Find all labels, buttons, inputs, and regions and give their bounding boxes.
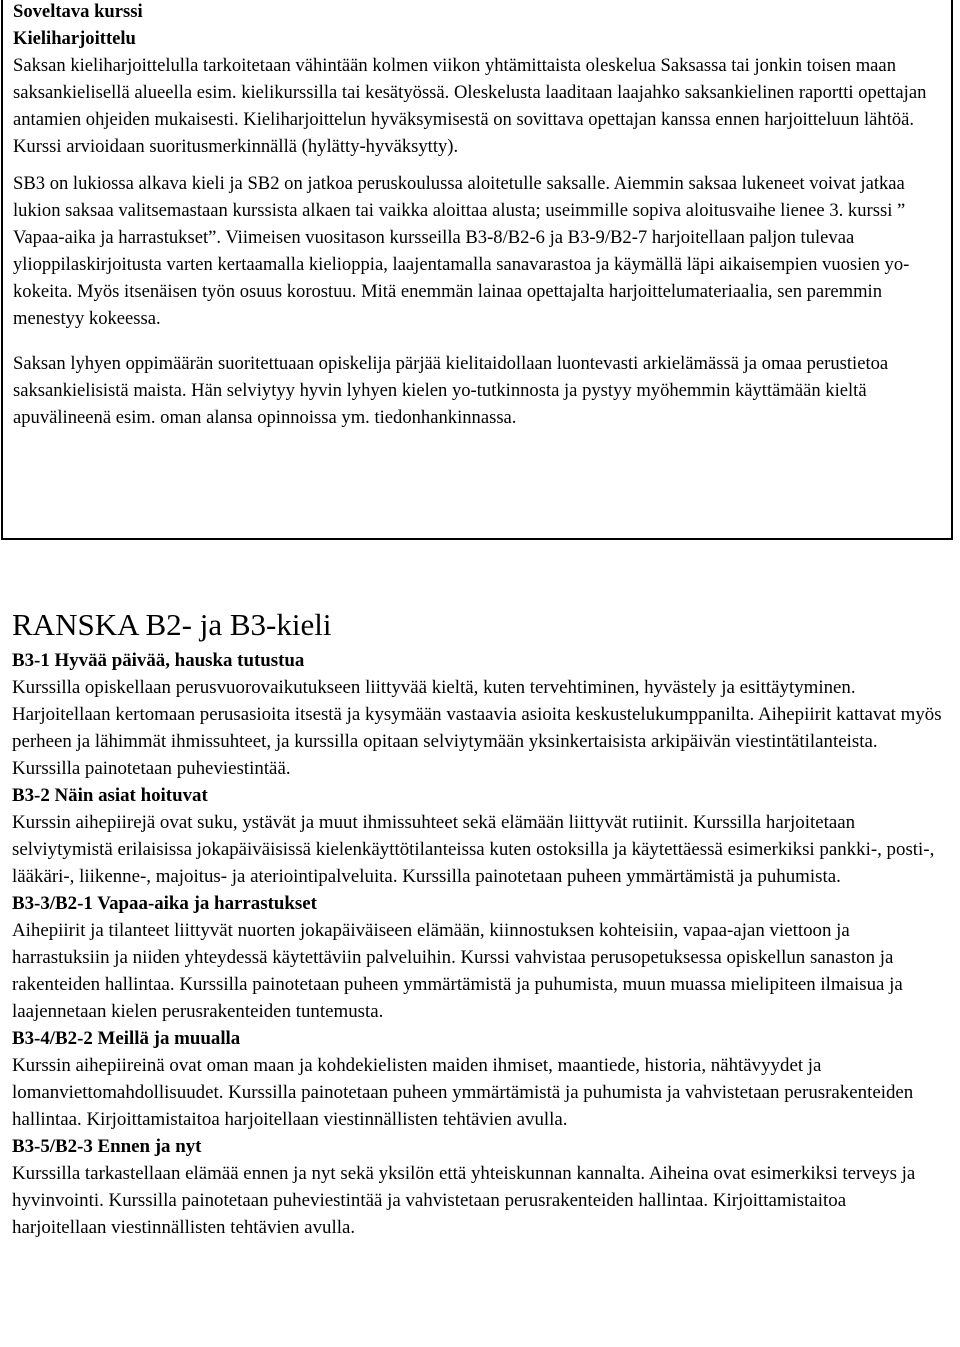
course-type-heading: Soveltava kurssi bbox=[13, 1, 143, 22]
course-description: Kurssilla tarkastellaan elämää ennen ja nyt sekä yksilön että yhteiskunnan kannalta. Aiheina ovat esimerkiksi terveys ja hyvinvointi. Kurssilla painotetaan puheviestintää ja vahvistetaan perusrakenteiden hallintaa. Kirjoittamistaitoa harjoitellaan viestinnällisten tehtävien avulla. bbox=[12, 1163, 916, 1238]
ranska-section bbox=[12, 603, 942, 1241]
course-title: B3-4/B2-2 Meillä ja muualla bbox=[12, 1028, 241, 1049]
course-title: B3-3/B2-1 Vapaa-aika ja harrastukset bbox=[12, 893, 317, 914]
sb3-description: SB3 on lukiossa alkava kieli ja SB2 on jatkoa peruskoulussa aloitetulle saksalle. Aiemmin saksaa lukeneet voivat jatkaa lukion saksaa valitsemastaan kurssista alkaen tai vaikka aloittaa alusta; useimmille sopiva aloitusvaihe lienee 3. kurssi ” Vapaa-aika ja harrastukset”. Viimeisen vuositason kursseilla B3-8/B2-6 ja B3-9/B2-7 harjoitellaan paljon tulevaa ylioppilaskirjoitusta varten kertaamalla kielioppia, laajentamalla sanavarastoa ja käymällä läpi aikaisempien vuosien yo-kokeita. Myös itsenäisen työn osuus korostuu. Mitä enemmän lainaa opettajalta harjoittelumateriaalia, sen paremmin menestyy kokeessa. bbox=[13, 173, 910, 329]
course-description: Kurssin aihepiirejä ovat suku, ystävät ja muut ihmissuhteet sekä elämään liittyvät rutiinit. Kurssilla harjoitetaan selviytymistä erilaisissa jokapäiväisissä kielenkäyttötilanteissa kuten ostoksilla ja käytettäessä esimerkiksi pankki-, posti-, lääkäri-, liikenne-, majoitus- ja ateriointipalveluita. Kurssilla painotetaan puheen ymmärtämistä ja puhumista. bbox=[12, 812, 935, 887]
course-title: B3-5/B2-3 Ennen ja nyt bbox=[12, 1136, 202, 1157]
course-name-heading: Kieliharjoittelu bbox=[13, 28, 136, 49]
course-description: Kurssin aihepiireinä ovat oman maan ja kohdekielisten maiden ihmiset, maantiede, historia, nähtävyydet ja lomanviettomahdollisuudet. Kurssilla painotetaan puheen ymmärtämistä ja puhumista ja vahvistetaan perusrakenteiden hallintaa. Kirjoittamistaitoa harjoitellaan viestinnällisten tehtävien avulla. bbox=[12, 1055, 914, 1130]
saksa-summary: Saksan lyhyen oppimäärän suoritettuaan opiskelija pärjää kielitaidollaan luontevasti arkielämässä ja omaa perustietoa saksankielisistä maista. Hän selviytyy hyvin lyhyen kielen yo-tutkinnosta ja pystyy myöhemmin käyttämään kieltä apuvälineenä esim. oman alansa opinnoissa ym. tiedonhankinnassa. bbox=[13, 353, 889, 428]
course-description: Kurssilla opiskellaan perusvuorovaikutukseen liittyvää kieltä, kuten tervehtiminen, hyvästely ja esittäytyminen. Harjoitellaan kertomaan perusasioita itsestä ja kysymään vastaavia asioita keskustelukumppanilta. Aihepiirit kattavat myös perheen ja lähimmät ihmissuhteet, ja kurssilla opitaan selviytymään yksinkertaisista arkipäivän viestintätilanteista. Kurssilla painotetaan puheviestintää. bbox=[12, 677, 942, 779]
course-title: B3-2 Näin asiat hoituvat bbox=[12, 785, 208, 806]
course-description: Aihepiirit ja tilanteet liittyvät nuorten jokapäiväiseen elämään, kiinnostuksen kohteisiin, vapaa-ajan viettoon ja harrastuksiin ja niiden yhteydessä käytettäviin palveluihin. Kurssi vahvistaa perusopetuksessa opiskellun sanaston ja rakenteiden hallintaa. Kurssilla painotetaan puheen ymmärtämistä ja puhumista, muun muassa mielipiteen ilmaisua ja laajennetaan kielen perusrakenteiden tuntemusta. bbox=[12, 920, 903, 1022]
saksa-course-box bbox=[1, 0, 953, 540]
ranska-title: RANSKA B2- ja B3-kieli bbox=[12, 607, 332, 642]
course-title: B3-1 Hyvää päivää, hauska tutustua bbox=[12, 650, 305, 671]
kieliharjoittelu-description: Saksan kieliharjoittelulla tarkoitetaan vähintään kolmen viikon yhtämittaista oleskelua Saksassa tai jonkin toisen maan saksankielisellä alueella esim. kielikurssilla tai kesätyössä. Oleskelusta laaditaan laajahko saksankielinen raportti opettajan antamien ohjeiden mukaisesti. Kieliharjoittelun hyväksymisestä on sovittava opettajan kanssa ennen harjoitteluun lähtöä. Kurssi arvioidaan suoritusmerkinnällä (hylätty-hyväksytty). bbox=[13, 55, 927, 157]
